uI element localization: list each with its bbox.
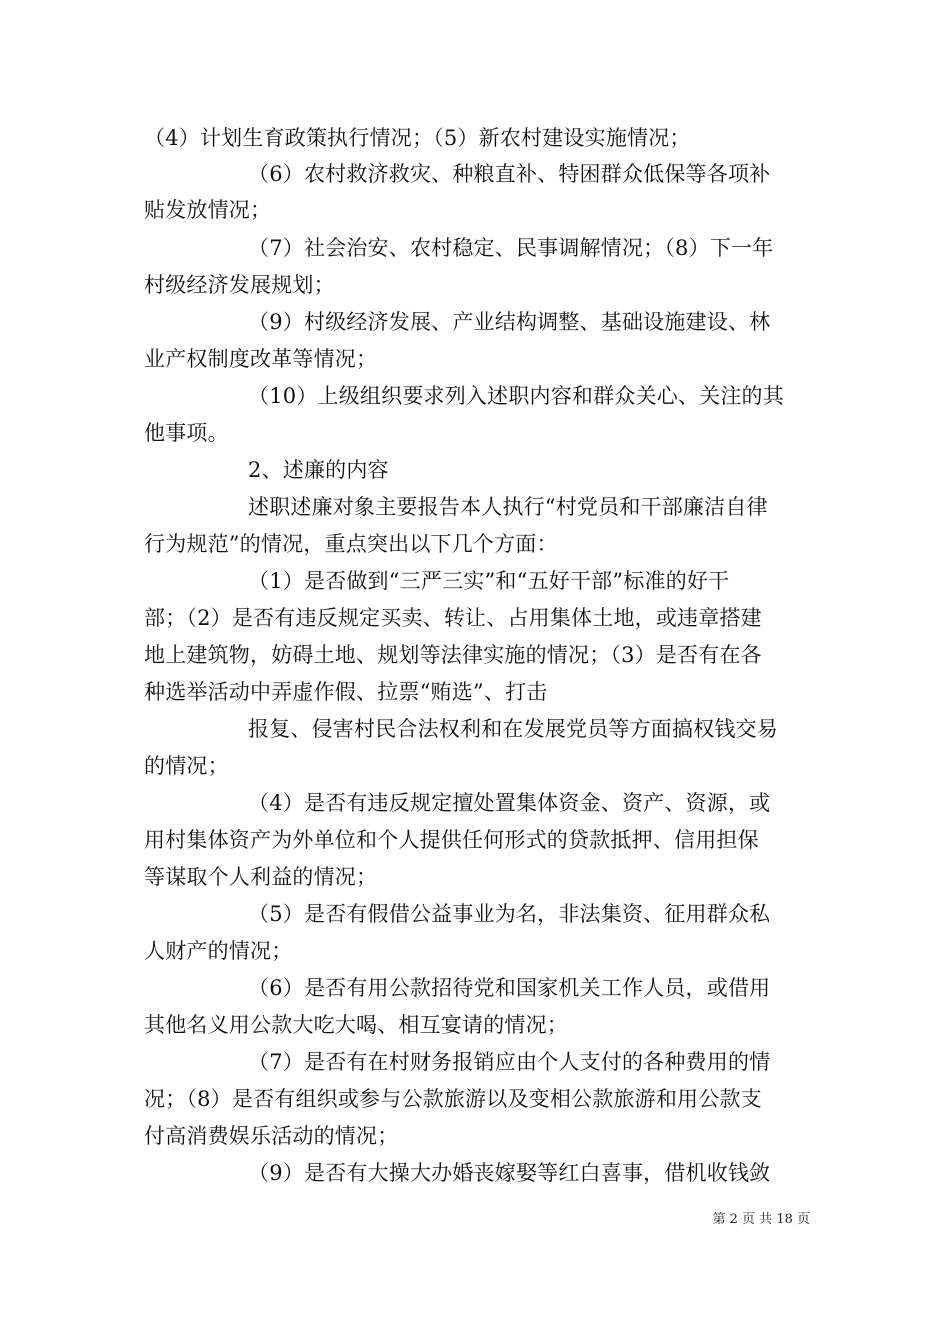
text-line: 付高消费娱乐活动的情况； [144, 1124, 399, 1148]
text-line: 况；（8）是否有组织或参与公款旅游以及变相公款旅游和用公款支 [144, 1087, 762, 1111]
text-line: 述职述廉对象主要报告本人执行“村党员和干部廉洁自律 [248, 495, 768, 519]
text-line: 行为规范”的情况，重点突出以下几个方面： [144, 532, 558, 556]
text-line: （6）是否有用公款招待党和国家机关工作人员，或借用 [248, 976, 771, 1000]
text-line: （7）社会治安、农村稳定、民事调解情况；（8）下一年 [248, 236, 774, 260]
section-heading: 2、述廉的内容 [248, 458, 389, 482]
text-line: 人财产的情况； [144, 939, 293, 963]
text-line: （9）是否有大操大办婚丧嫁娶等红白喜事，借机收钱敛 [248, 1161, 771, 1185]
text-line: 贴发放情况； [144, 198, 272, 222]
text-line: （4）是否有违反规定擅处置集体资金、资产、资源，或 [248, 791, 771, 815]
text-line: 他事项。 [144, 421, 229, 445]
text-line: （9）村级经济发展、产业结构调整、基础设施建设、林 [248, 310, 771, 334]
text-line: （7）是否有在村财务报销应由个人支付的各种费用的情 [248, 1050, 771, 1074]
text-line: 的情况； [144, 754, 229, 778]
text-line: （4）计划生育政策执行情况；（5）新农村建设实施情况； [144, 126, 691, 150]
text-line: 部；（2）是否有违反规定买卖、转让、占用集体土地，或违章搭建 [144, 606, 762, 630]
page-number: 第 2 页 共 18 页 [712, 1212, 810, 1227]
text-line: 种选举活动中弄虚作假、拉票“贿选”、打击 [144, 680, 548, 704]
text-line: 报复、侵害村民合法权利和在发展党员等方面搞权钱交易 [248, 717, 778, 741]
text-line: 其他名义用公款大吃大喝、相互宴请的情况； [144, 1013, 568, 1037]
text-line: （6）农村救济救灾、种粮直补、特困群众低保等各项补 [248, 162, 771, 186]
text-line: 等谋取个人利益的情况； [144, 865, 378, 889]
text-line: 地上建筑物，妨碍土地、规划等法律实施的情况；（3）是否有在各 [144, 643, 762, 667]
text-line: 村级经济发展规划； [144, 273, 335, 297]
text-line: 业产权制度改革等情况； [144, 347, 378, 371]
text-line: （10）上级组织要求列入述职内容和群众关心、关注的其 [248, 384, 784, 408]
text-line: 用村集体资产为外单位和个人提供任何形式的贷款抵押、信用担保 [144, 828, 759, 852]
text-line: （1）是否做到“三严三实”和“五好干部”标准的好干 [248, 569, 730, 593]
text-line: （5）是否有假借公益事业为名，非法集资、征用群众私 [248, 902, 771, 926]
